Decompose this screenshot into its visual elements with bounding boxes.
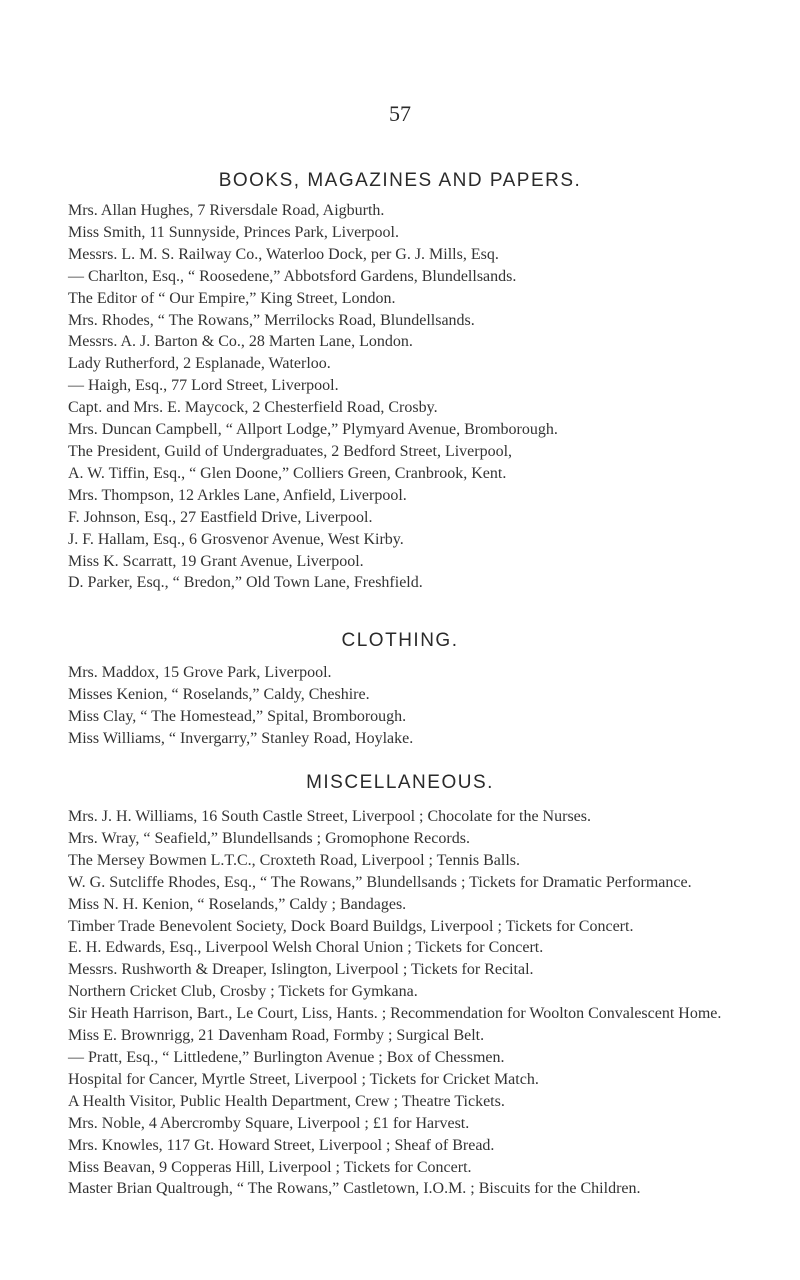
list-item: Master Brian Qualtrough, “ The Rowans,” Castletown, I.O.M. ; Biscuits for the Children. — [68, 1180, 641, 1198]
clothing-donor-list — [68, 662, 768, 750]
list-item: Misses Kenion, “ Roselands,” Caldy, Cheshire. — [68, 685, 370, 703]
books-donor-list — [68, 200, 768, 594]
section-heading-clothing: CLOTHING. — [341, 630, 459, 651]
list-item: Lady Rutherford, 2 Esplanade, Waterloo. — [68, 355, 331, 373]
list-item: — Charlton, Esq., “ Roosedene,” Abbotsford Gardens, Blundellsands. — [68, 267, 517, 285]
list-item: Miss Williams, “ Invergarry,” Stanley Road, Hoylake. — [68, 729, 414, 747]
list-item: D. Parker, Esq., “ Bredon,” Old Town Lane, Freshfield. — [68, 574, 423, 592]
miscellaneous-donor-list — [68, 806, 768, 1200]
section-heading-books: BOOKS, MAGAZINES AND PAPERS. — [218, 170, 582, 191]
list-item: F. Johnson, Esq., 27 Eastfield Drive, Liverpool. — [68, 508, 373, 526]
list-item: E. H. Edwards, Esq., Liverpool Welsh Choral Union ; Tickets for Concert. — [68, 939, 544, 957]
page-number: 57 — [389, 101, 411, 126]
list-item: Mrs. Knowles, 117 Gt. Howard Street, Liverpool ; Sheaf of Bread. — [68, 1136, 495, 1154]
list-item: Messrs. L. M. S. Railway Co., Waterloo Dock, per G. J. Mills, Esq. — [68, 245, 499, 263]
list-item: Mrs. Allan Hughes, 7 Riversdale Road, Aigburth. — [68, 202, 385, 219]
list-item: Miss Clay, “ The Homestead,” Spital, Bromborough. — [68, 707, 407, 725]
list-item: Miss Beavan, 9 Copperas Hill, Liverpool ; Tickets for Concert. — [68, 1158, 472, 1176]
list-item: The Mersey Bowmen L.T.C., Croxteth Road, Liverpool ; Tennis Balls. — [68, 851, 520, 869]
list-item: Miss Smith, 11 Sunnyside, Princes Park, Liverpool. — [68, 223, 399, 241]
list-item: Miss E. Brownrigg, 21 Davenham Road, Formby ; Surgical Belt. — [68, 1027, 485, 1045]
list-item: Miss K. Scarratt, 19 Grant Avenue, Liverpool. — [68, 552, 364, 570]
list-item: Mrs. Noble, 4 Abercromby Square, Liverpool ; £1 for Harvest. — [68, 1114, 470, 1132]
list-item: Mrs. Wray, “ Seafield,” Blundellsands ; Gromophone Records. — [68, 829, 470, 847]
list-item: J. F. Hallam, Esq., 6 Grosvenor Avenue, West Kirby. — [68, 530, 404, 548]
list-item: Mrs. J. H. Williams, 16 South Castle Street, Liverpool ; Chocolate for the Nurses. — [68, 808, 591, 825]
list-item: Capt. and Mrs. E. Maycock, 2 Chesterfield Road, Crosby. — [68, 399, 438, 417]
list-item: Mrs. Rhodes, “ The Rowans,” Merrilocks Road, Blundellsands. — [68, 311, 475, 329]
list-item: The President, Guild of Undergraduates, 2 Bedford Street, Liverpool, — [68, 442, 513, 460]
list-item: Miss N. H. Kenion, “ Roselands,” Caldy ; Bandages. — [68, 895, 407, 913]
list-item: A Health Visitor, Public Health Department, Crew ; Theatre Tickets. — [68, 1092, 505, 1110]
list-item: Mrs. Maddox, 15 Grove Park, Liverpool. — [68, 664, 332, 681]
list-item: Mrs. Duncan Campbell, “ Allport Lodge,” Plymyard Avenue, Bromborough. — [68, 421, 558, 439]
list-item: Northern Cricket Club, Crosby ; Tickets for Gymkana. — [68, 983, 418, 1001]
list-item: Sir Heath Harrison, Bart., Le Court, Liss, Hants. ; Recommendation for Woolton Convalescent Home. — [68, 1005, 722, 1023]
list-item: — Haigh, Esq., 77 Lord Street, Liverpool. — [68, 377, 339, 395]
list-item: Mrs. Thompson, 12 Arkles Lane, Anfield, Liverpool. — [68, 486, 407, 504]
list-item: — Pratt, Esq., “ Littledene,” Burlington Avenue ; Box of Chessmen. — [68, 1048, 505, 1066]
list-item: W. G. Sutcliffe Rhodes, Esq., “ The Rowans,” Blundellsands ; Tickets for Dramatic Performance. — [68, 873, 692, 891]
list-item: A. W. Tiffin, Esq., “ Glen Doone,” Colliers Green, Cranbrook, Kent. — [68, 464, 507, 482]
section-heading-miscellaneous: MISCELLANEOUS. — [306, 772, 494, 793]
list-item: Messrs. A. J. Barton & Co., 28 Marten Lane, London. — [68, 333, 413, 351]
list-item: Hospital for Cancer, Myrtle Street, Liverpool ; Tickets for Cricket Match. — [68, 1070, 539, 1088]
list-item: The Editor of “ Our Empire,” King Street, London. — [68, 289, 396, 307]
list-item: Timber Trade Benevolent Society, Dock Board Buildgs, Liverpool ; Tickets for Concert. — [68, 917, 634, 935]
list-item: Messrs. Rushworth & Dreaper, Islington, Liverpool ; Tickets for Recital. — [68, 961, 534, 979]
